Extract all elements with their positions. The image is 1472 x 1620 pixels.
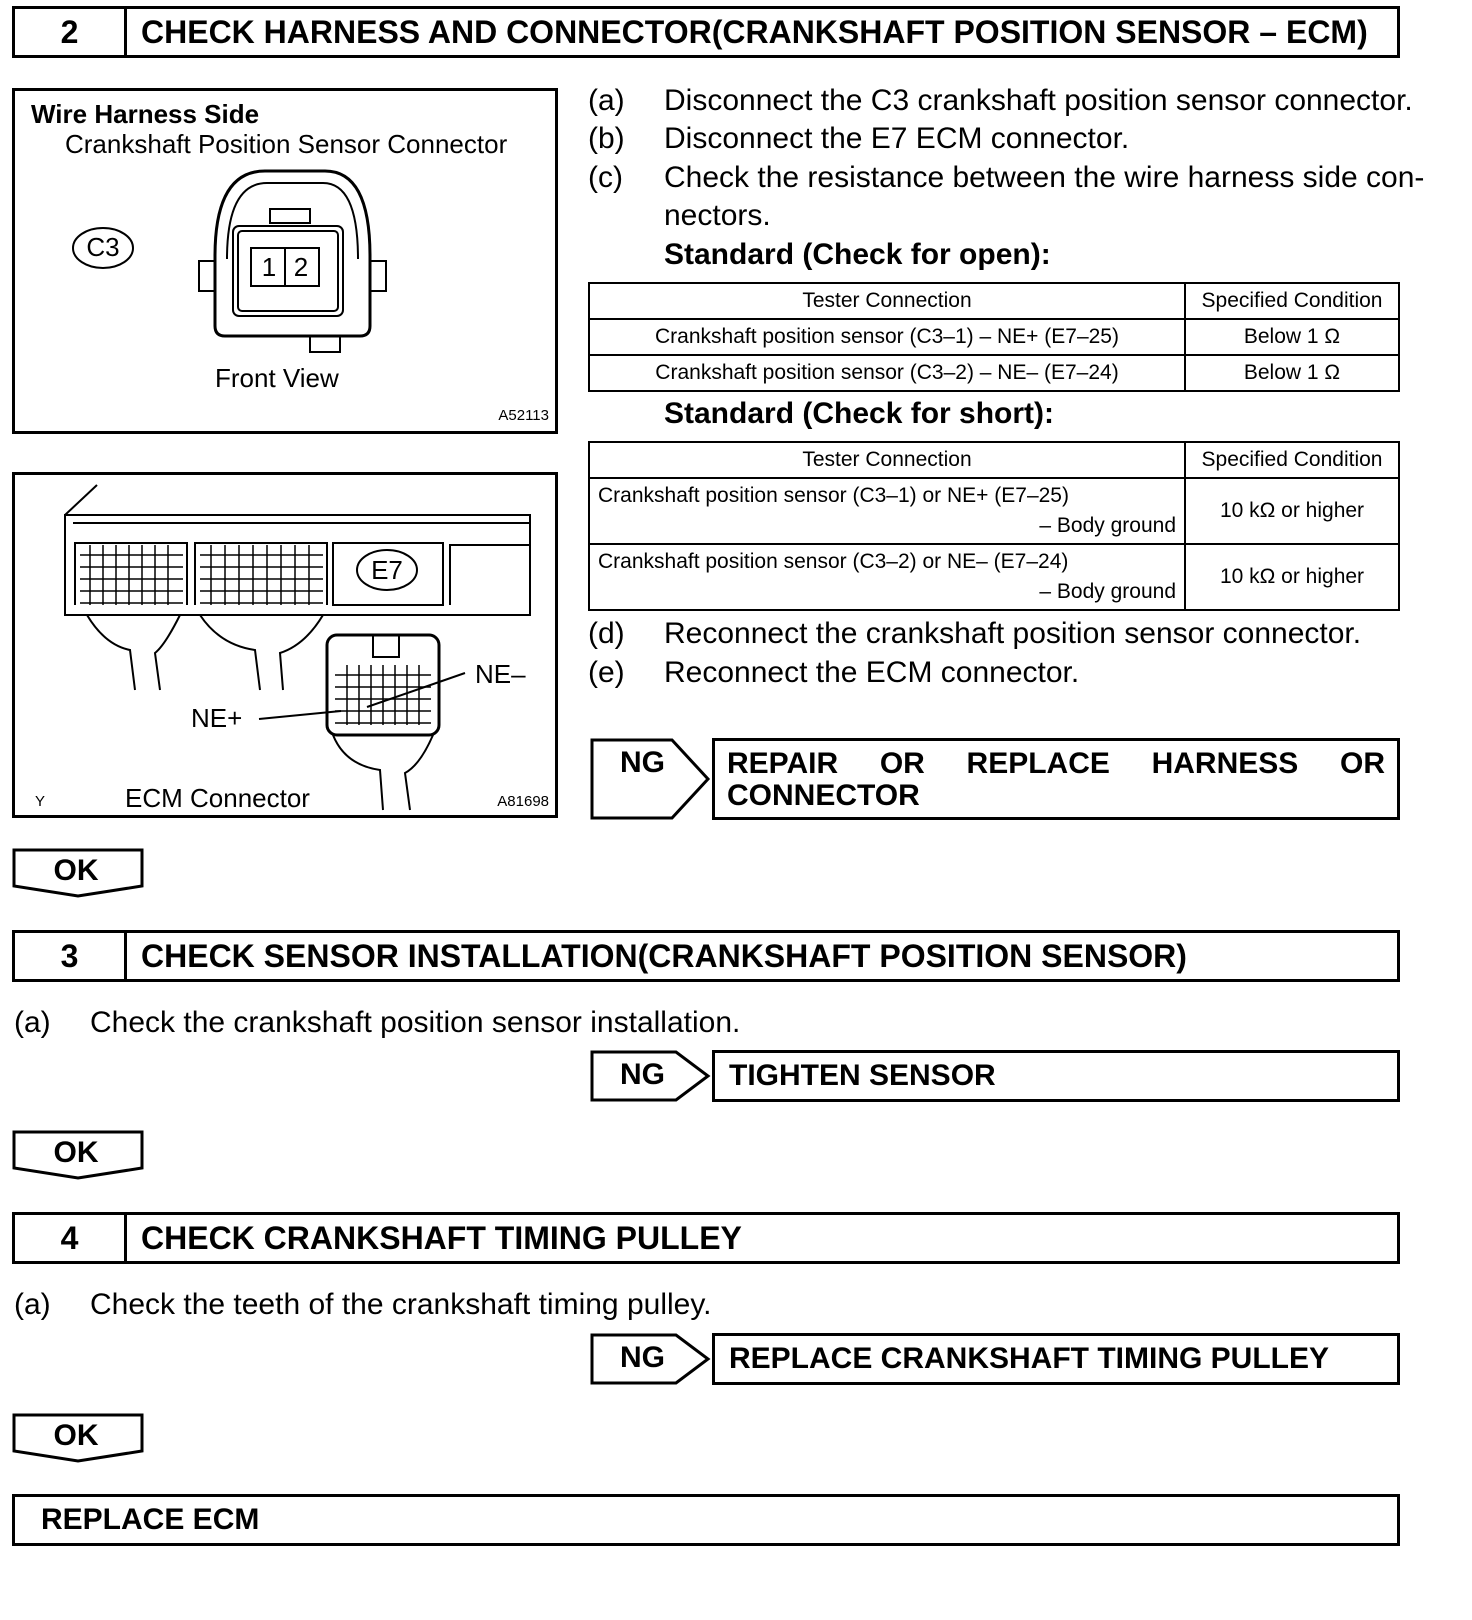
figure-caption: ECM Connector [125, 783, 310, 813]
ok-arrow [12, 848, 148, 898]
ng-action-line1 [727, 747, 1385, 781]
ok-label: OK [53, 854, 99, 887]
list-item [588, 161, 1424, 195]
table-row [589, 355, 1399, 391]
figure-subheading: Crankshaft Position Sensor Connector [65, 129, 508, 159]
table-cell: Crankshaft position sensor (C3–1) – NE+ (E7–25) [589, 319, 1185, 355]
ok-label: OK [53, 1419, 99, 1452]
list-item [588, 122, 1129, 156]
item-label: (a) [14, 1288, 51, 1321]
ok-arrow [12, 1130, 148, 1180]
column-header: Specified Condition [1185, 442, 1399, 478]
step-title: CHECK SENSOR INSTALLATION(CRANKSHAFT POSITION SENSOR) [141, 937, 1187, 974]
ng-action-box: TIGHTEN SENSOR [712, 1050, 1400, 1102]
table-short [588, 441, 1400, 611]
word: OR [879, 747, 925, 780]
table-row [589, 544, 1399, 610]
item-text: Disconnect the C3 crankshaft position sensor connector. [664, 84, 1413, 117]
table-cell [589, 544, 1185, 610]
c3-connector-figure [12, 88, 558, 434]
standard-short-label: Standard (Check for short): [664, 397, 1055, 430]
list-item [588, 617, 1361, 651]
step-number: 2 [15, 9, 127, 55]
ng-action-box [712, 738, 1400, 820]
column-header: Tester Connection [589, 442, 1185, 478]
pin-2-label: 2 [293, 252, 309, 282]
ng-action-box: REPLACE CRANKSHAFT TIMING PULLEY [712, 1333, 1400, 1385]
ng-branch [590, 1050, 1400, 1102]
item-label: (b) [588, 122, 625, 155]
ecm-connector-figure [12, 472, 558, 818]
cell-line: Crankshaft position sensor (C3–1) or NE+ (E7–25) [598, 484, 1069, 507]
cell-line: Crankshaft position sensor (C3–2) or NE– (E7–24) [598, 550, 1069, 573]
ne-minus-label: NE– [475, 659, 526, 689]
item-text: Disconnect the E7 ECM connector. [664, 122, 1130, 155]
item-text: Check the teeth of the crankshaft timing pulley. [90, 1288, 712, 1321]
figure-code: A52113 [498, 407, 549, 424]
table-cell: Below 1 Ω [1185, 355, 1399, 391]
step-3-header [12, 930, 1400, 982]
ok-label: OK [53, 1136, 99, 1169]
item-text-continued: nectors. [664, 199, 771, 232]
view-label: Front View [215, 363, 339, 393]
list-item [588, 656, 1079, 690]
ng-branch [590, 1333, 1400, 1385]
item-text: Check the resistance between the wire harness side con- [664, 161, 1425, 194]
table-cell: Below 1 Ω [1185, 319, 1399, 355]
connector-id-label: E7 [371, 555, 403, 585]
word: REPAIR [727, 747, 839, 780]
cell-line: – Body ground [1039, 514, 1176, 537]
word: HARNESS [1151, 747, 1299, 780]
step-2-header [12, 6, 1400, 58]
final-action-box [12, 1494, 1400, 1546]
item-text: Reconnect the ECM connector. [664, 656, 1080, 689]
item-label: (e) [588, 656, 625, 689]
item-label: (d) [588, 617, 625, 650]
ne-plus-label: NE+ [191, 703, 243, 733]
ng-label: NG [620, 746, 665, 779]
step-number: 3 [15, 933, 127, 979]
step-title: CHECK CRANKSHAFT TIMING PULLEY [141, 1219, 742, 1256]
column-header: Specified Condition [1185, 283, 1399, 319]
item-text: Check the crankshaft position sensor installation. [90, 1006, 741, 1039]
cell-line: – Body ground [1039, 580, 1176, 603]
ecm-connector-drawing [15, 475, 555, 815]
word: REPLACE [966, 747, 1110, 780]
item-label: (c) [588, 161, 623, 194]
list-item [14, 1288, 711, 1322]
column-header: Tester Connection [589, 283, 1185, 319]
ng-label: NG [620, 1341, 665, 1374]
ng-label: NG [620, 1058, 665, 1091]
table-cell: 10 kΩ or higher [1185, 478, 1399, 544]
item-label: (a) [588, 84, 625, 117]
item-label: (a) [14, 1006, 51, 1039]
standard-open-label: Standard (Check for open): [664, 238, 1051, 271]
table-cell [589, 478, 1185, 544]
table-open [588, 282, 1400, 392]
figure-code: A81698 [497, 793, 549, 810]
list-item [588, 84, 1413, 118]
table-cell: Crankshaft position sensor (C3–2) – NE– (E7–24) [589, 355, 1185, 391]
corner-letter: Y [35, 793, 46, 810]
list-item [14, 1006, 740, 1040]
step-number: 4 [15, 1215, 127, 1261]
table-row [589, 478, 1399, 544]
ok-arrow [12, 1413, 148, 1463]
word: OR [1340, 747, 1385, 780]
ng-branch [590, 738, 1400, 820]
pin-1-label: 1 [261, 252, 277, 282]
step-4-header [12, 1212, 1400, 1264]
ng-action-line2: CONNECTOR [727, 779, 920, 812]
step-title: CHECK HARNESS AND CONNECTOR(CRANKSHAFT POSITION SENSOR – ECM) [141, 13, 1368, 50]
connector-id-label: C3 [86, 232, 120, 262]
item-text: Reconnect the crankshaft position sensor connector. [664, 617, 1362, 650]
table-row [589, 319, 1399, 355]
final-action-label: REPLACE ECM [41, 1503, 260, 1536]
table-cell: 10 kΩ or higher [1185, 544, 1399, 610]
figure-heading: Wire Harness Side [31, 99, 260, 129]
